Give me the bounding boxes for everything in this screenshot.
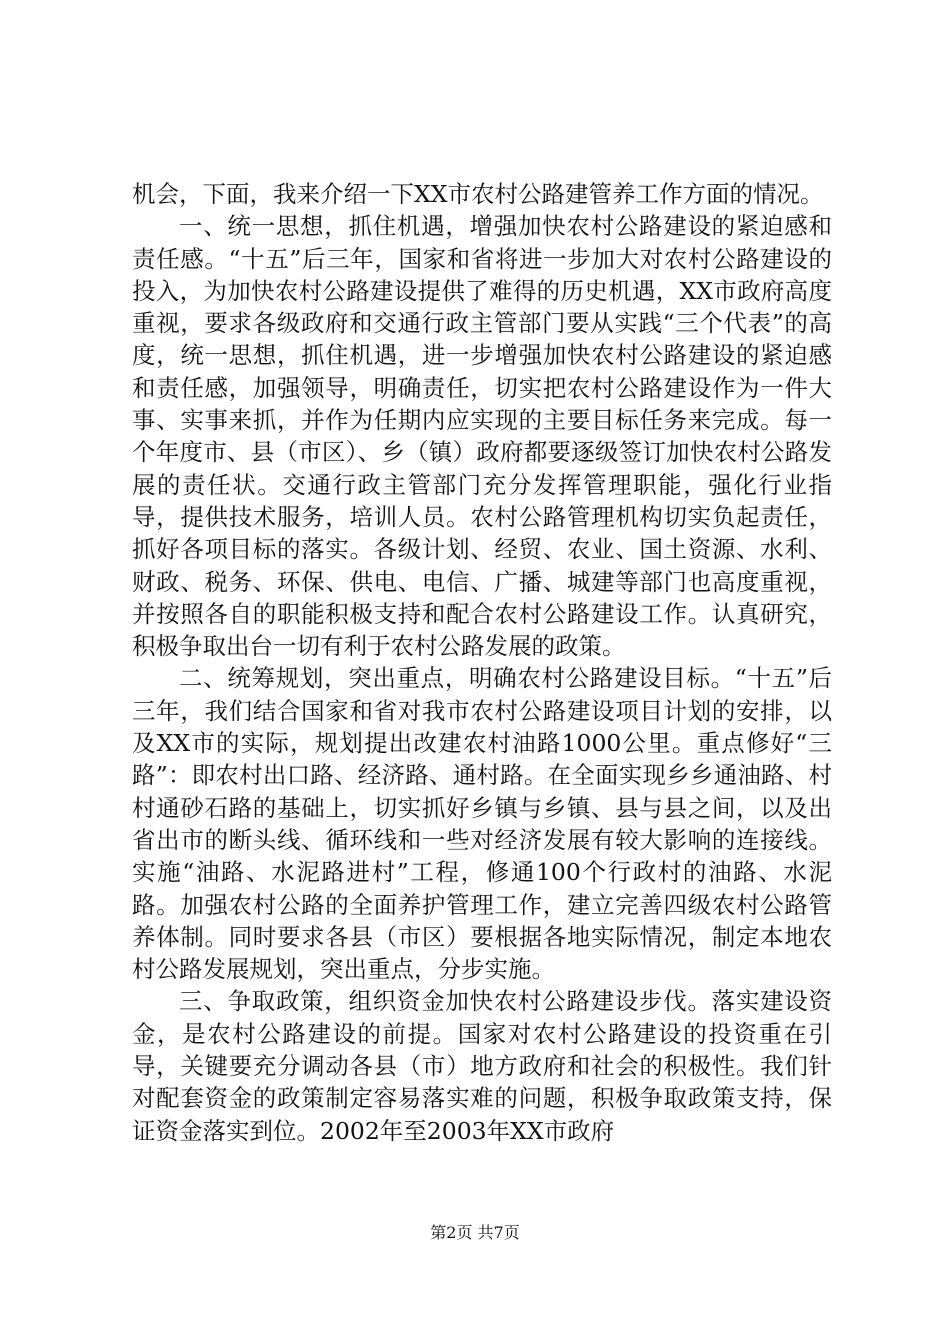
paragraph-section-two: 二、统筹规划，突出重点，明确农村公路建设目标。“十五”后三年，我们结合国家和省对我市农村公路建设项目计划的安排，以及XX市的实际，规划提出改建农村油路1000公里。重点修好“三路”：即农村出口路、经济路、通村路。在全面实现乡乡通油路、村村通砂石路的基础上，切实抓好乡镇与乡镇、县与县之间，以及出省出市的断头线、循环线和一些对经济发展有较大影响的连接线。实施“油路、水泥路进村”工程，修通100个行政村的油路、水泥路。加强农村公路的全面养护管理工作，建立完善四级农村公路管养体制。同时要求各县（市区）要根据各地实际情况，制定本地农村公路发展规划，突出重点，分步实施。	[132, 664, 832, 984]
page-number-footer: 第2页 共7页	[430, 1223, 520, 1242]
paragraph-section-three: 三、争取政策，组织资金加快农村公路建设步伐。落实建设资金，是农村公路建设的前提。国家对农村公路建设的投资重在引导，关键要充分调动各县（市）地方政府和社会的积极性。我们针对配套资金的政策制定容易落实难的问题，积极争取政策支持，保证资金落实到位。2002年至2003年XX市政府	[132, 987, 832, 1145]
paragraph-section-one: 一、统一思想，抓住机遇，增强加快农村公路建设的紧迫感和责任感。“十五”后三年，国家和省将进一步加大对农村公路建设的投入，为加快农村公路建设提供了难得的历史机遇，XX市政府高度重视，要求各级政府和交通行政主管部门要从实践“三个代表”的高度，统一思想，抓住机遇，进一步增强加快农村公路建设的紧迫感和责任感，加强领导，明确责任，切实把农村公路建设作为一件大事、实事来抓，并作为任期内应实现的主要目标任务来完成。每一个年度市、县（市区）、乡（镇）政府都要逐级签订加快农村公路发展的责任状。交通行政主管部门充分发挥管理职能，强化行业指导，提供技术服务，培训人员。农村公路管理机构切实负起责任，抓好各项目标的落实。各级计划、经贸、农业、国土资源、水利、财政、税务、环保、供电、电信、广播、城建等部门也高度重视，并按照各自的职能积极支持和配合农村公路建设工作。认真研究，积极争取出台一切有利于农村公路发展的政策。	[132, 212, 832, 661]
document-body	[132, 178, 832, 1147]
paragraph-intro: 机会，下面，我来介绍一下XX市农村公路建管养工作方面的情况。	[132, 180, 824, 208]
